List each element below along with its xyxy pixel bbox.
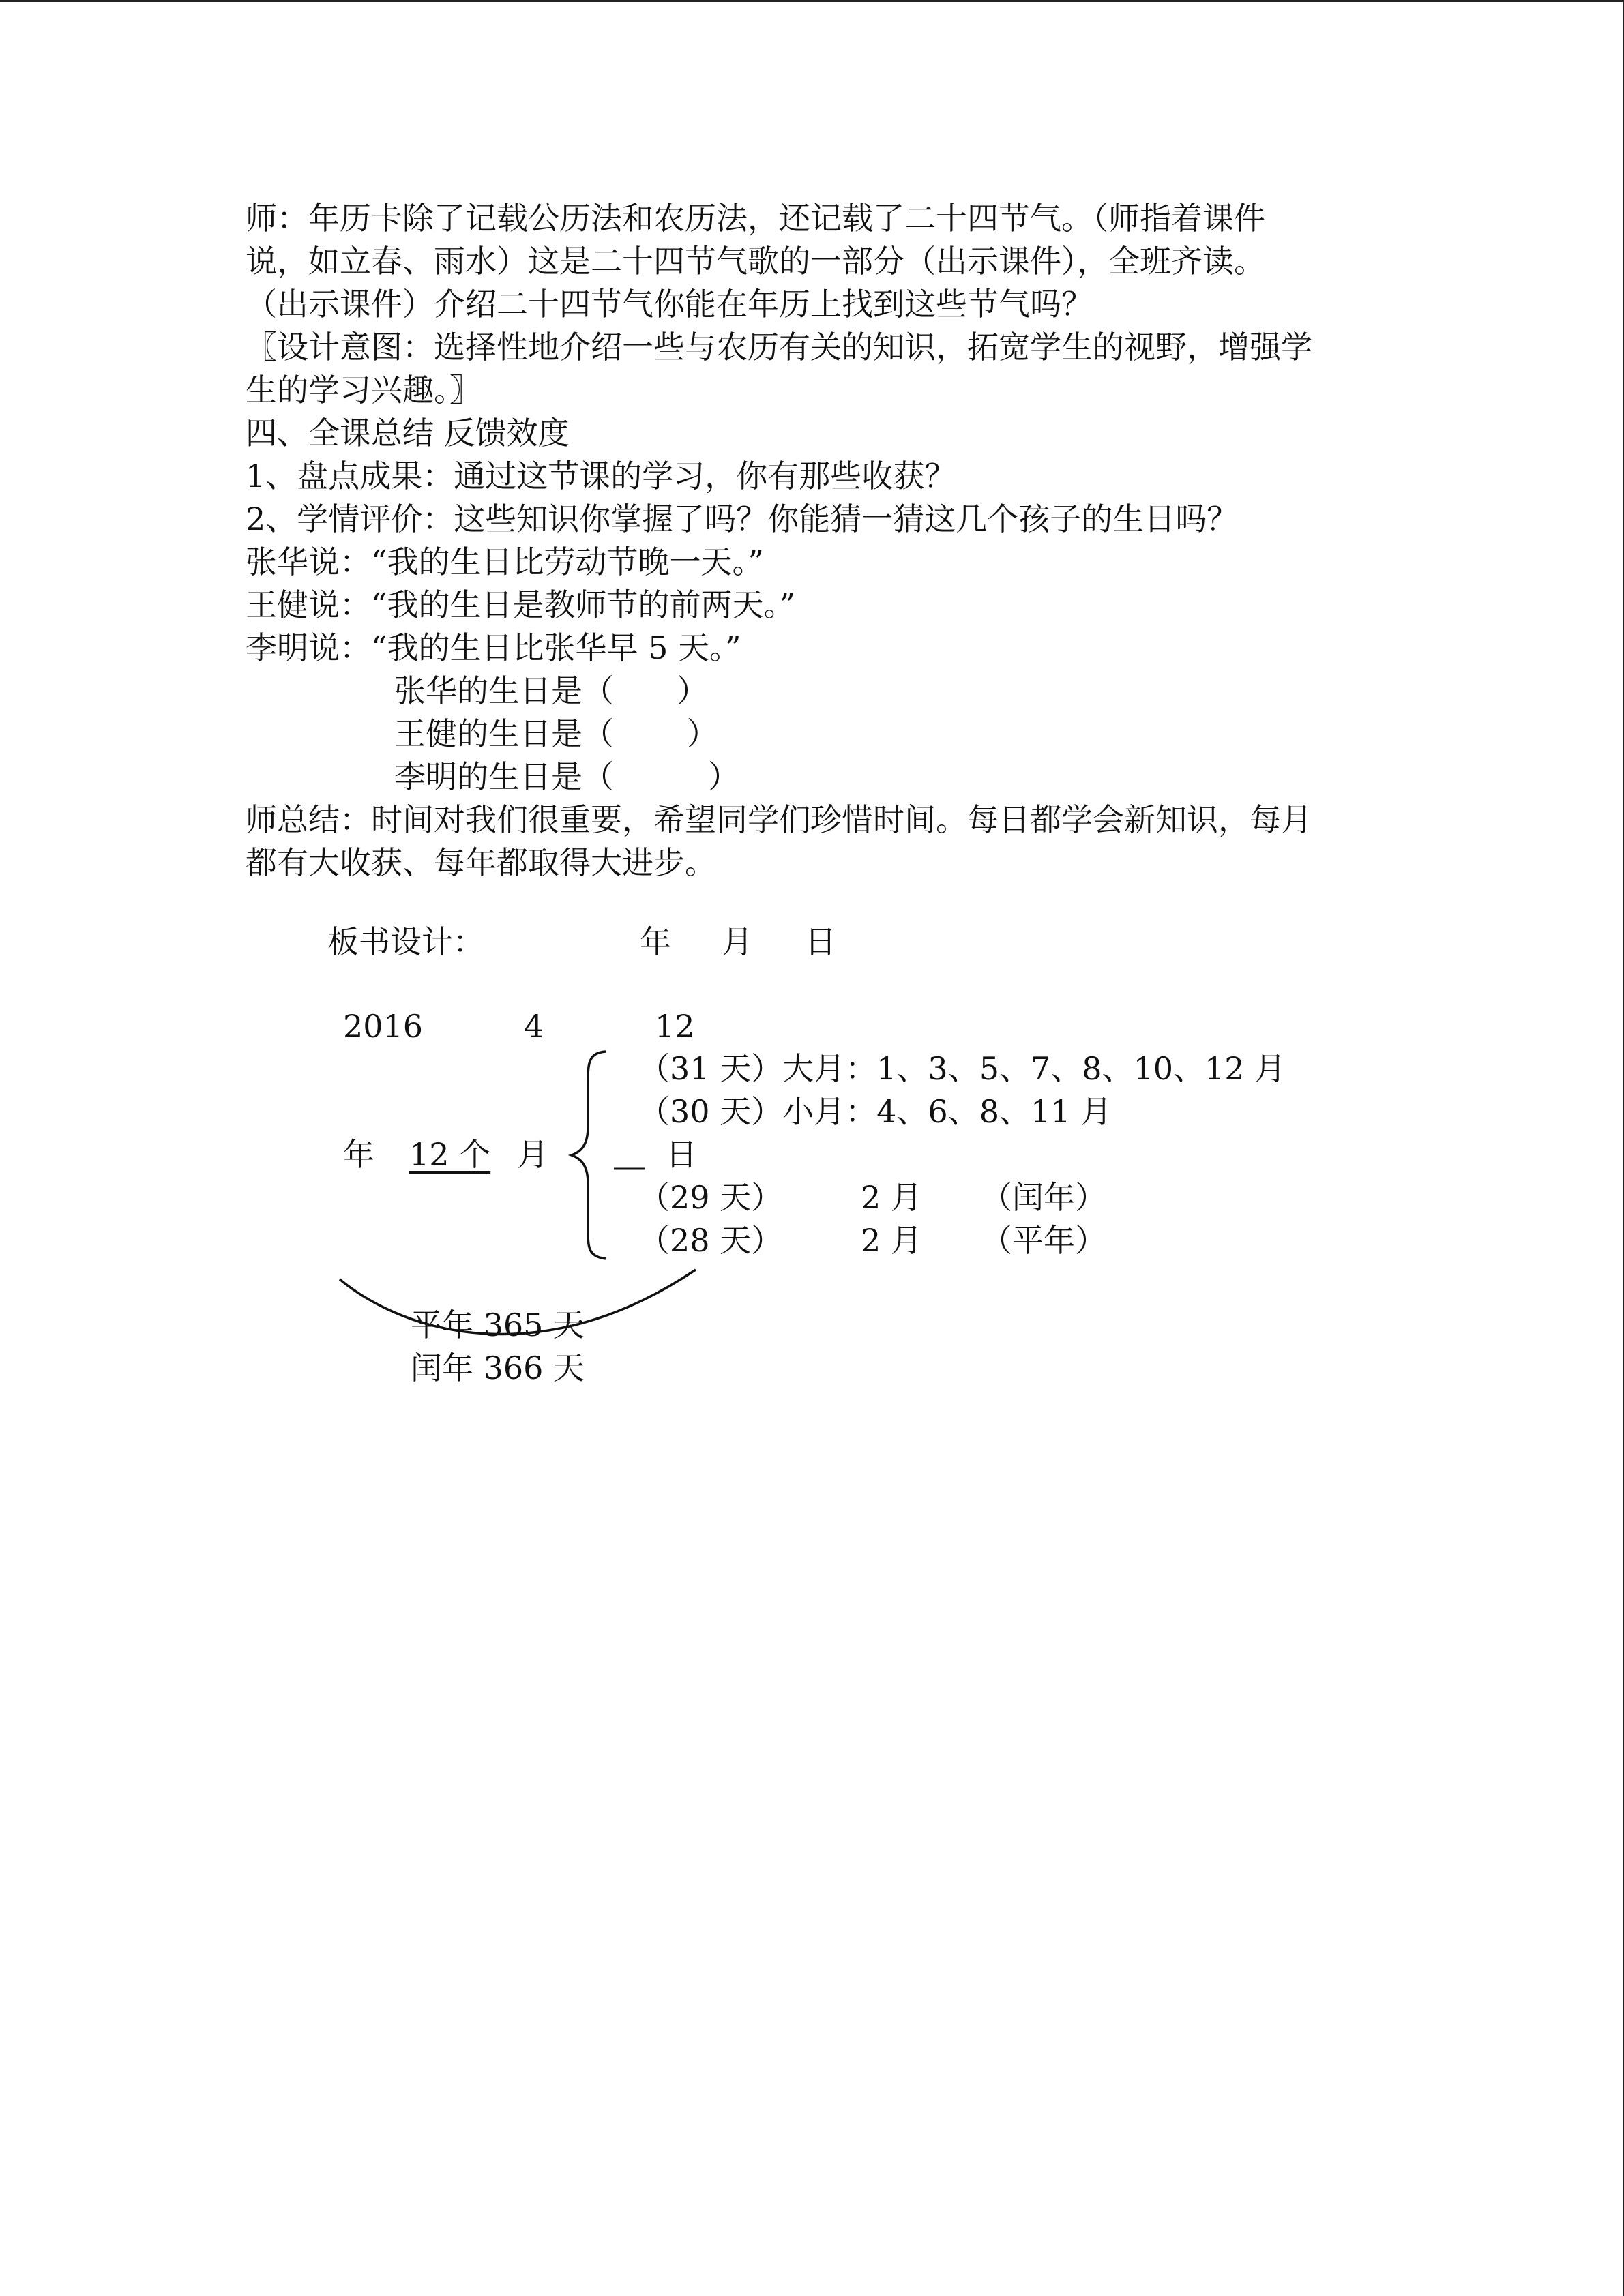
board-feb-common-days: （28 天） (638, 1222, 783, 1259)
board-feb-common-month: 2 月 (861, 1222, 922, 1259)
board-feb-leap-days: （29 天） (638, 1179, 783, 1216)
list-item-2: 2、学情评价：这些知识你掌握了吗？你能猜一猜这几个孩子的生日吗？ (246, 501, 1239, 537)
board-leap-year: 闰年 366 天 (411, 1350, 585, 1386)
board-arc (340, 1270, 696, 1335)
board-months-count: 12 个 (409, 1136, 491, 1173)
board-feb-leap-month: 2 月 (861, 1179, 922, 1216)
board-big-months: （31 天）大月：1、3、5、7、8、10、12 月 (638, 1050, 1286, 1087)
list-item-1: 1、盘点成果：通过这节课的学习，你有那些收获？ (246, 458, 956, 494)
quote-liming: 李明说：“我的生日比张华早 5 天。” (246, 629, 741, 666)
para1-line1: 师：年历卡除了记载公历法和农历法，还记载了二十四节气。（师指着课件 (246, 200, 1265, 237)
board-feb-leap-label: （闰年） (981, 1179, 1106, 1216)
board-design-label: 板书设计： (327, 923, 484, 960)
summary-line2: 都有大收获、每年都取得大进步。 (246, 844, 716, 881)
quote-zhanghua: 张华说：“我的生日比劳动节晚一天。” (246, 543, 765, 580)
board-curly-brace (572, 1052, 606, 1259)
design-intent-line1: 〖设计意图：选择性地介绍一些与农历有关的知识，拓宽学生的视野，增强学 (246, 329, 1312, 366)
design-intent-line2: 生的学习兴趣。〗 (246, 372, 481, 408)
board-header-year: 年 (640, 923, 671, 960)
board-value-day: 12 (655, 1008, 695, 1045)
board-day: 日 (666, 1136, 697, 1173)
quote-wangjian: 王健说：“我的生日是教师节的前两天。” (246, 586, 796, 623)
board-header-day: 日 (805, 923, 836, 960)
para1-line2: 说，如立春、雨水）这是二十四节气歌的一部分（出示课件），全班齐读。 (246, 243, 1265, 280)
board-header-month: 月 (722, 923, 753, 960)
section-heading-4: 四、全课总结 反馈效度 (246, 415, 570, 451)
board-year: 年 (343, 1136, 374, 1173)
para1-line3: （出示课件）介绍二十四节气你能在年历上找到这些节气吗？ (246, 286, 1093, 323)
blank-wangjian-birthday: 王健的生日是（ ） (394, 715, 718, 752)
board-value-year: 2016 (343, 1008, 424, 1045)
blank-liming-birthday: 李明的生日是（ ） (394, 758, 739, 795)
board-value-month: 4 (524, 1008, 544, 1045)
blank-zhanghua-birthday: 张华的生日是（ ） (394, 672, 708, 709)
board-month: 月 (517, 1136, 548, 1173)
board-feb-common-label: （平年） (981, 1222, 1106, 1259)
summary-line1: 师总结：时间对我们很重要，希望同学们珍惜时间。每日都学会新知识，每月 (246, 801, 1312, 838)
board-small-months: （30 天）小月：4、6、8、11 月 (638, 1093, 1112, 1130)
board-common-year: 平年 365 天 (411, 1307, 585, 1343)
